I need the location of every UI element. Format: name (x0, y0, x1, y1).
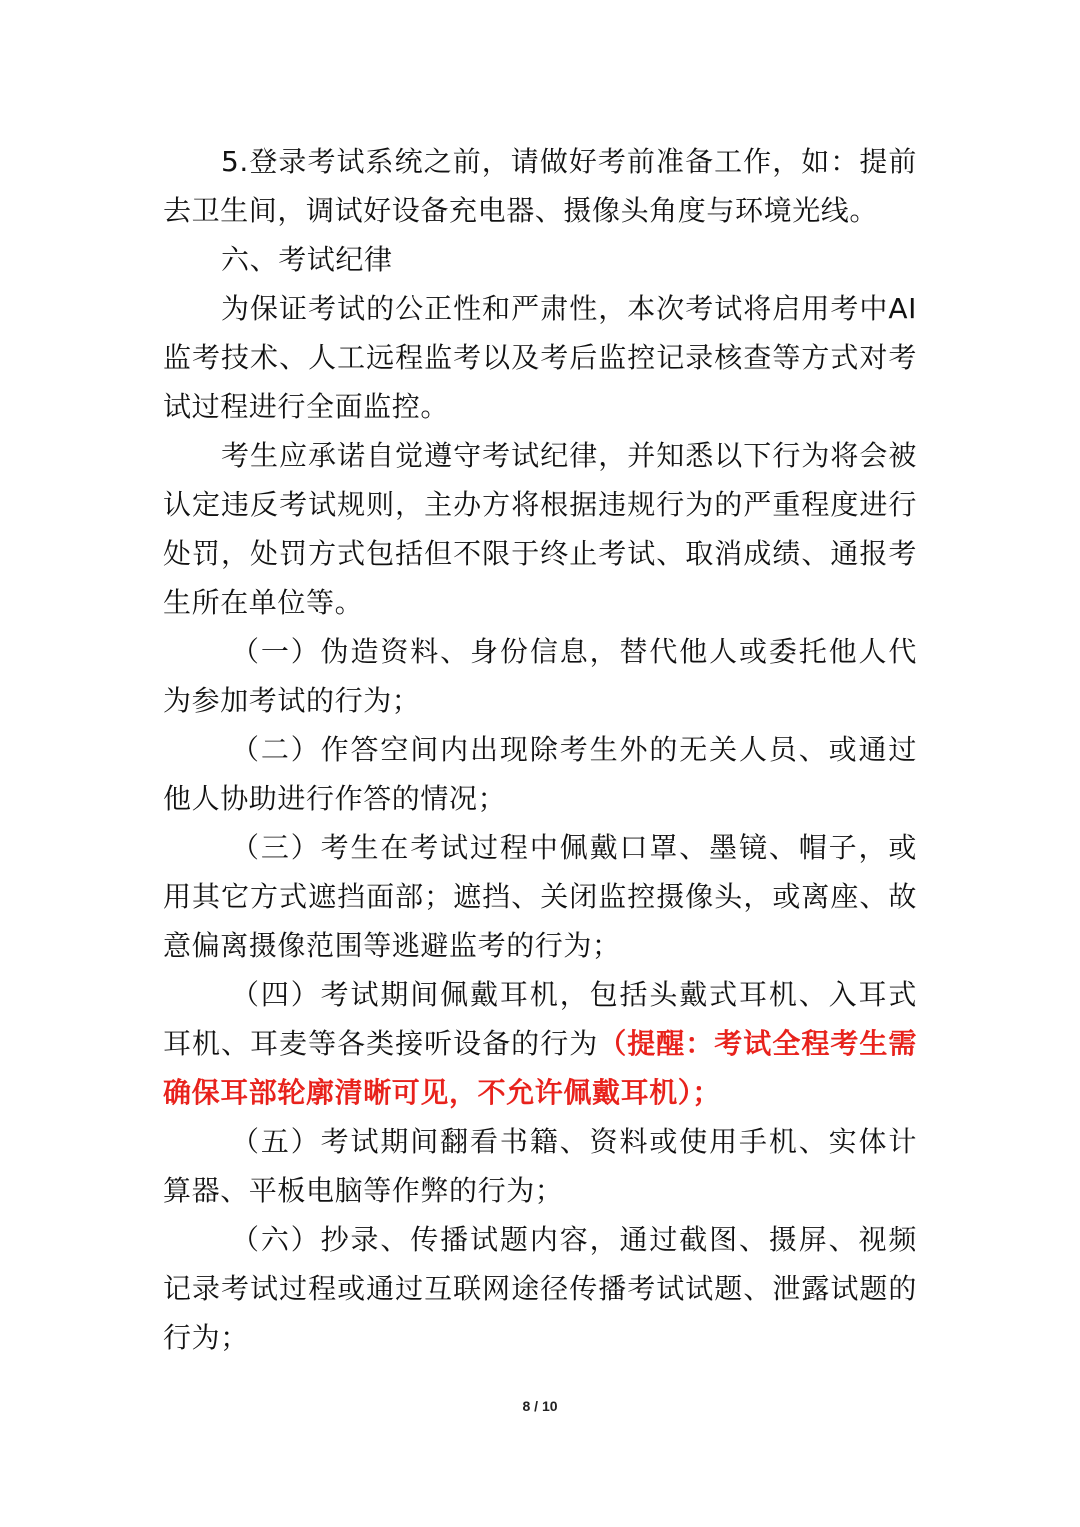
earphone-reminder-highlight: （提醒：考试全程考生需确保耳部轮廓清晰可见，不允许佩戴耳机）； (163, 1027, 917, 1109)
rule-item-4-text: （四）考试期间佩戴耳机，包括头戴式耳机、入耳式耳机、耳麦等各类接听设备的行为 (163, 978, 917, 1060)
paragraph-exam-preparation: 5.登录考试系统之前，请做好考前准备工作，如：提前去卫生间，调试好设备充电器、摄像头角度与环境光线。 (163, 145, 917, 227)
section-heading-exam-discipline: 六、考试纪律 (221, 243, 393, 276)
rule-item-5: （五）考试期间翻看书籍、资料或使用手机、实体计算器、平板电脑等作弊的行为； (163, 1125, 917, 1207)
rule-item-4 (163, 970, 917, 1117)
rule-item-1: （一）伪造资料、身份信息，替代他人或委托他人代为参加考试的行为； (163, 635, 917, 717)
document-body (163, 137, 917, 1362)
rule-item-6: （六）抄录、传播试题内容，通过截图、摄屏、视频记录考试过程或通过互联网途径传播考试试题、泄露试题的行为； (163, 1223, 917, 1354)
paragraph-commitment: 考生应承诺自觉遵守考试纪律，并知悉以下行为将会被认定违反考试规则，主办方将根据违规行为的严重程度进行处罚，处罚方式包括但不限于终止考试、取消成绩、通报考生所在单位等。 (163, 439, 917, 619)
rule-item-3: （三）考生在考试过程中佩戴口罩、墨镜、帽子，或用其它方式遮挡面部；遮挡、关闭监控摄像头，或离座、故意偏离摄像范围等逃避监考的行为； (163, 831, 917, 962)
page-number: 8 / 10 (522, 1398, 558, 1414)
paragraph-monitoring: 为保证考试的公正性和严肃性，本次考试将启用考中AI 监考技术、人工远程监考以及考后监控记录核查等方式对考试过程进行全面监控。 (163, 292, 917, 423)
rule-item-2: （二）作答空间内出现除考生外的无关人员、或通过他人协助进行作答的情况； (163, 733, 917, 815)
